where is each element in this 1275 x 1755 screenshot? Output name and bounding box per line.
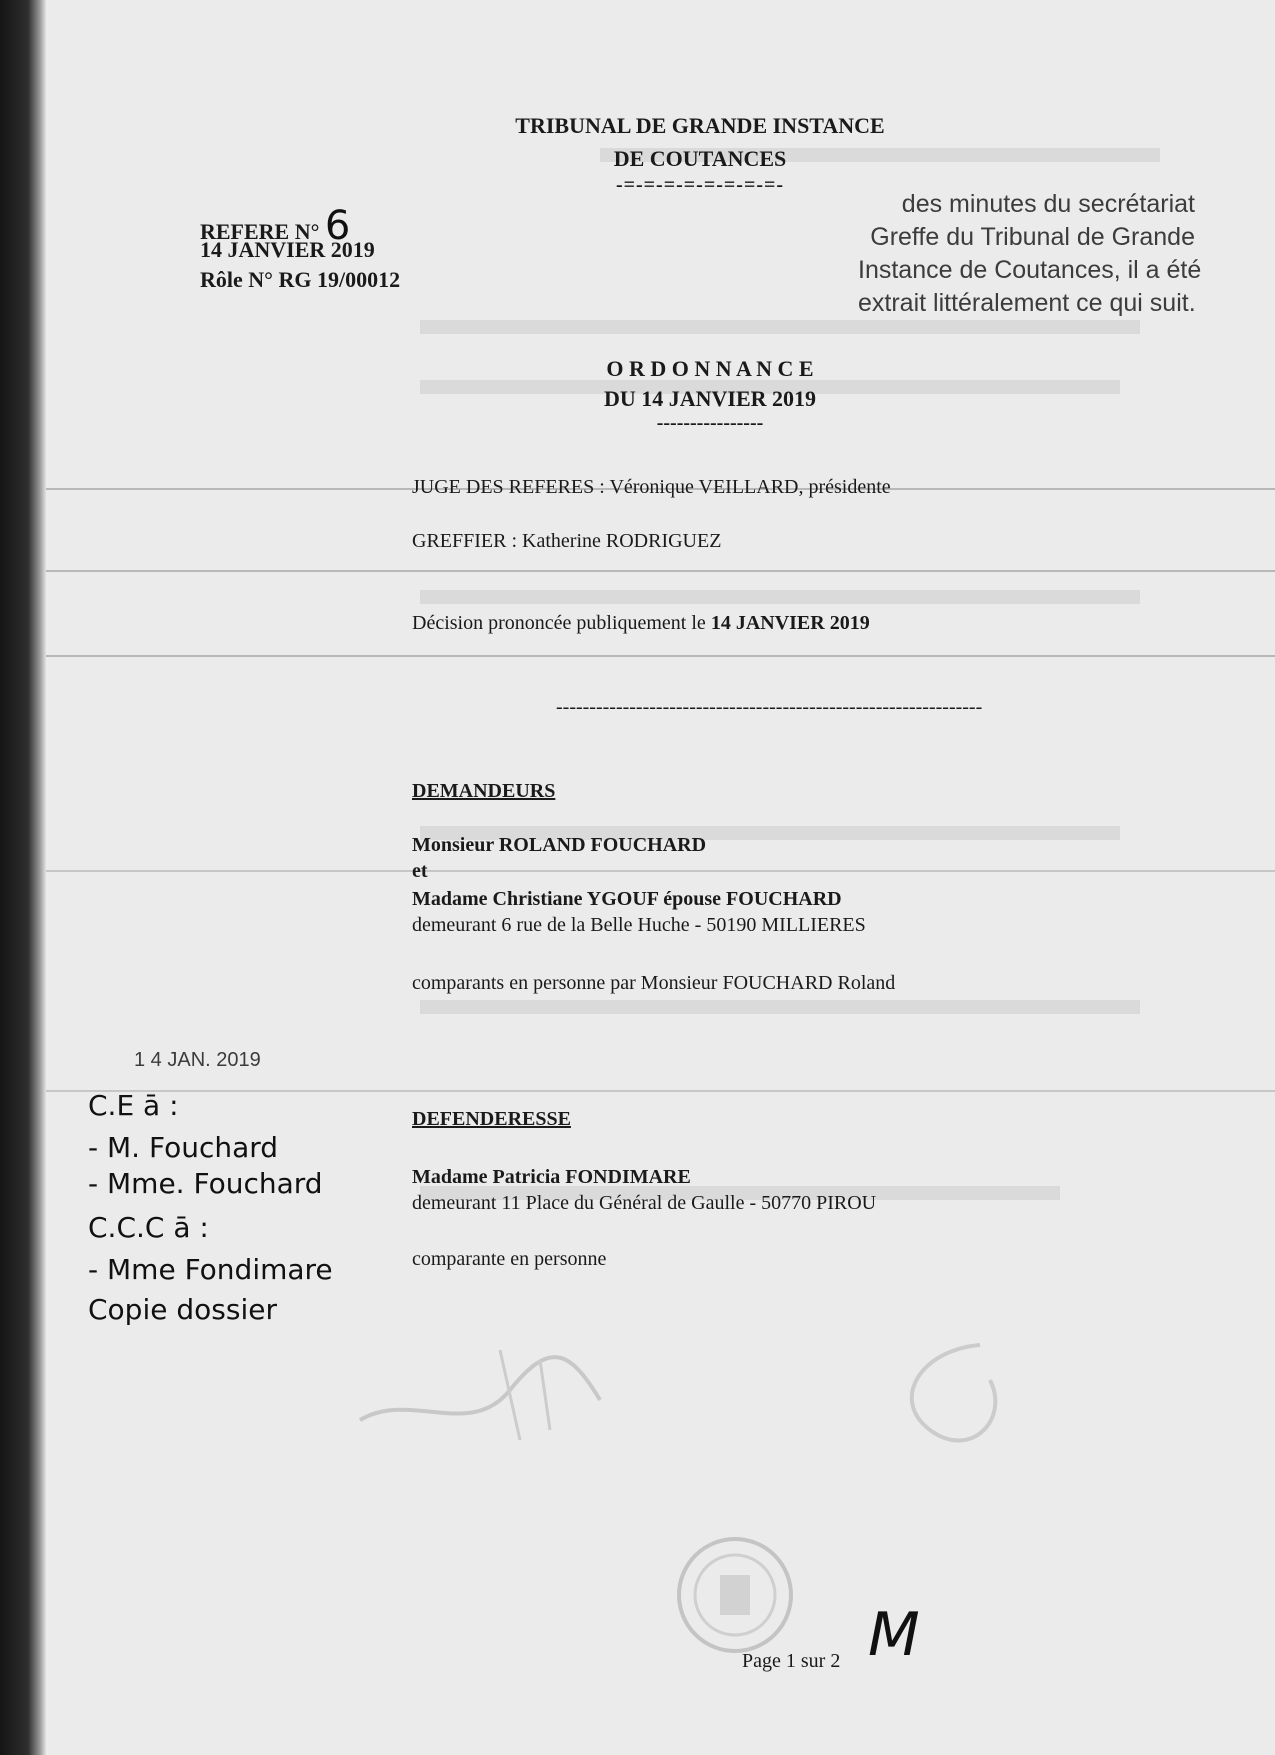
ordonnance-rule: ---------------- [656,412,764,434]
bleed-through-text [420,1000,1140,1014]
extract-stamp [858,188,1202,320]
role-number: Rôle N° RG 19/00012 [200,267,401,292]
judge-name: Véronique VEILLARD, présidente [609,476,891,498]
demandeur-conjunction: et [412,860,428,882]
court-name-line2: DE COUTANCES [613,146,787,171]
decision-line [412,612,870,635]
bleed-through-signature [350,1330,630,1450]
clerk-name: Katherine RODRIGUEZ [522,530,722,552]
margin-note-line: C.C.C ā : [88,1211,209,1244]
extract-stamp-line: Greffe du Tribunal de Grande [870,223,1195,251]
extract-stamp-line: des minutes du secrétariat [901,190,1195,218]
defenderesse-heading: DEFENDERESSE [412,1108,571,1130]
court-header-rule: -=-=-=-=-=-=-=-=- [615,174,785,196]
margin-note-line: - M. Fouchard [88,1131,279,1164]
page-number: Page 1 sur 2 [742,1650,841,1672]
margin-note-line: - Mme Fondimare [88,1253,333,1286]
demandeurs-address: demeurant 6 rue de la Belle Huche - 50190 MILLIERES [412,914,866,936]
bleed-through-text [420,320,1140,334]
ordonnance-title: O R D O N N A N C E [606,356,814,381]
court-name-line1: TRIBUNAL DE GRANDE INSTANCE [515,113,885,138]
section-separator: ---------------------------------------------------------------- [556,696,983,718]
fold-line [46,655,1275,657]
defenderesse-appearance: comparante en personne [412,1248,607,1270]
refere-label: REFERE N° [200,219,320,244]
decision-date: 14 JANVIER 2019 [710,612,870,634]
demandeur-2: Madame Christiane YGOUF épouse FOUCHARD [412,888,842,910]
fold-line [46,870,1275,872]
demandeur-1: Monsieur ROLAND FOUCHARD [412,834,707,856]
demandeurs-heading: DEMANDEURS [412,780,556,802]
extract-stamp-line: Instance de Coutances, il a été [858,256,1202,284]
defenderesse-party: Madame Patricia FONDIMARE [412,1166,691,1188]
judge-label: JUGE DES REFERES : [412,476,605,498]
margin-notes [88,1088,333,1328]
clerk-label: GREFFIER : [412,530,518,552]
scan-edge [0,0,46,1755]
date-stamp: 1 4 JAN. 2019 [134,1049,261,1071]
defenderesse-address: demeurant 11 Place du Général de Gaulle - 50770 PIROU [412,1192,877,1214]
bleed-through-signature [880,1330,1020,1450]
margin-note-line: - Mme. Fouchard [88,1167,323,1200]
fold-line [46,570,1275,572]
judge-line [412,476,891,499]
refere-number: 6 [324,203,351,249]
margin-note-line: Copie dossier [88,1293,277,1326]
decision-text: Décision prononcée publiquement le [412,612,706,634]
ordonnance-date: DU 14 JANVIER 2019 [603,386,817,411]
handwritten-initials: M [868,1600,920,1670]
bleed-through-text [420,590,1140,604]
extract-stamp-line: extrait littéralement ce qui suit. [858,289,1196,317]
clerk-line [412,530,721,553]
refere-date: 14 JANVIER 2019 [200,237,375,262]
margin-note-line: C.E ā : [88,1089,179,1122]
court-seal [670,1530,800,1660]
demandeurs-appearance: comparants en personne par Monsieur FOUCHARD Roland [412,972,896,994]
